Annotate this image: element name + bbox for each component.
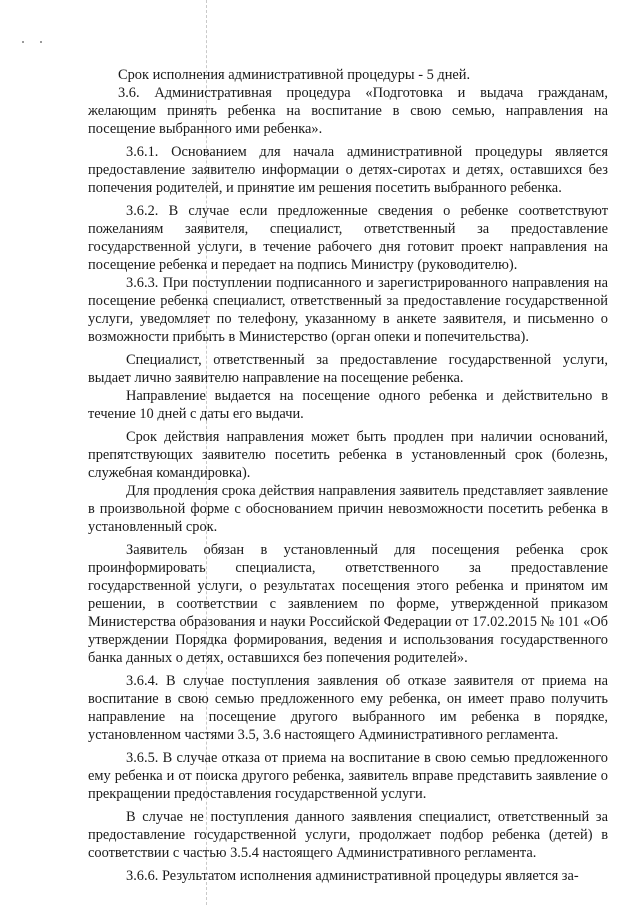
document-body bbox=[88, 66, 608, 885]
paragraph: 3.6.6. Результатом исполнения административной процедуры является за- bbox=[126, 868, 579, 884]
paragraph: Для продления срока действия направления заявитель представляет заявление в произвольной форме с обоснованием причин невозможности посетить ребенка в установленный срок. bbox=[88, 483, 608, 535]
paragraph: В случае не поступления данного заявления специалист, ответственный за предоставление государственной услуги, продолжает подбор ребенка (детей) в соответствии с частью 3.5.4 настоящего Административного регламента. bbox=[88, 809, 608, 861]
paragraph: Направление выдается на посещение одного ребенка и действительно в течение 10 дней с даты его выдачи. bbox=[88, 388, 608, 422]
paragraph: 3.6.3. При поступлении подписанного и зарегистрированного направления на посещение ребенка специалист, ответственный за предоставление государственной услуги, уведомляет по телефону, указанному в анкете заявителя, и письменно о возможности прибыть в Министерство (орган опеки и попечительства). bbox=[88, 275, 608, 345]
scan-speck bbox=[40, 41, 42, 43]
paragraph: Срок действия направления может быть продлен при наличии оснований, препятствующих заявителю посетить ребенка в установленный срок (болезнь, служебная командировка). bbox=[88, 429, 608, 481]
paragraph: Специалист, ответственный за предоставление государственной услуги, выдает лично заявителю направление на посещение ребенка. bbox=[88, 352, 608, 386]
paragraph: Срок исполнения административной процедуры - 5 дней. bbox=[118, 67, 471, 83]
paragraph: 3.6.5. В случае отказа от приема на воспитание в свою семью предложенного ему ребенка и от поиска другого ребенка, заявитель вправе представить заявление о прекращении предоставления государственной услуги. bbox=[88, 750, 608, 802]
paragraph: 3.6. Административная процедура «Подготовка и выдача гражданам, желающим принять ребенка на воспитание в свою семью, направления на посещение выбранного ими ребенка». bbox=[88, 85, 608, 137]
paragraph: 3.6.4. В случае поступления заявления об отказе заявителя от приема на воспитание в свою семью предложенного ему ребенка, он имеет право получить направление на посещение другого выбранного им ребенка в порядке, установленном частями 3.5, 3.6 настоящего Административного регламента. bbox=[88, 673, 608, 743]
paragraph: Заявитель обязан в установленный для посещения ребенка срок проинформировать специалиста, ответственного за предоставление государственной услуги, о результатах посещения этого ребенка и принятом им решении, в соответствии с заявлением по форме, утвержденной приказом Министерства образования и науки Российской Федерации от 17.02.2015 № 101 «Об утверждении Порядка формирования, ведения и использования государственного банка данных о детях, оставшихся без попечения родителей». bbox=[88, 542, 608, 666]
paragraph: 3.6.2. В случае если предложенные сведения о ребенке соответствуют пожеланиям заявителя, специалист, ответственный за предоставление государственной услуги, в течение рабочего дня готовит проект направления на посещение ребенка и передает на подпись Министру (руководителю). bbox=[88, 203, 608, 273]
paragraph: 3.6.1. Основанием для начала административной процедуры является предоставление заявителю информации о детях-сиротах и детях, оставшихся без попечения родителей, и принятие им решения посетить выбранного ребенка. bbox=[88, 144, 608, 196]
scan-speck bbox=[22, 41, 24, 43]
